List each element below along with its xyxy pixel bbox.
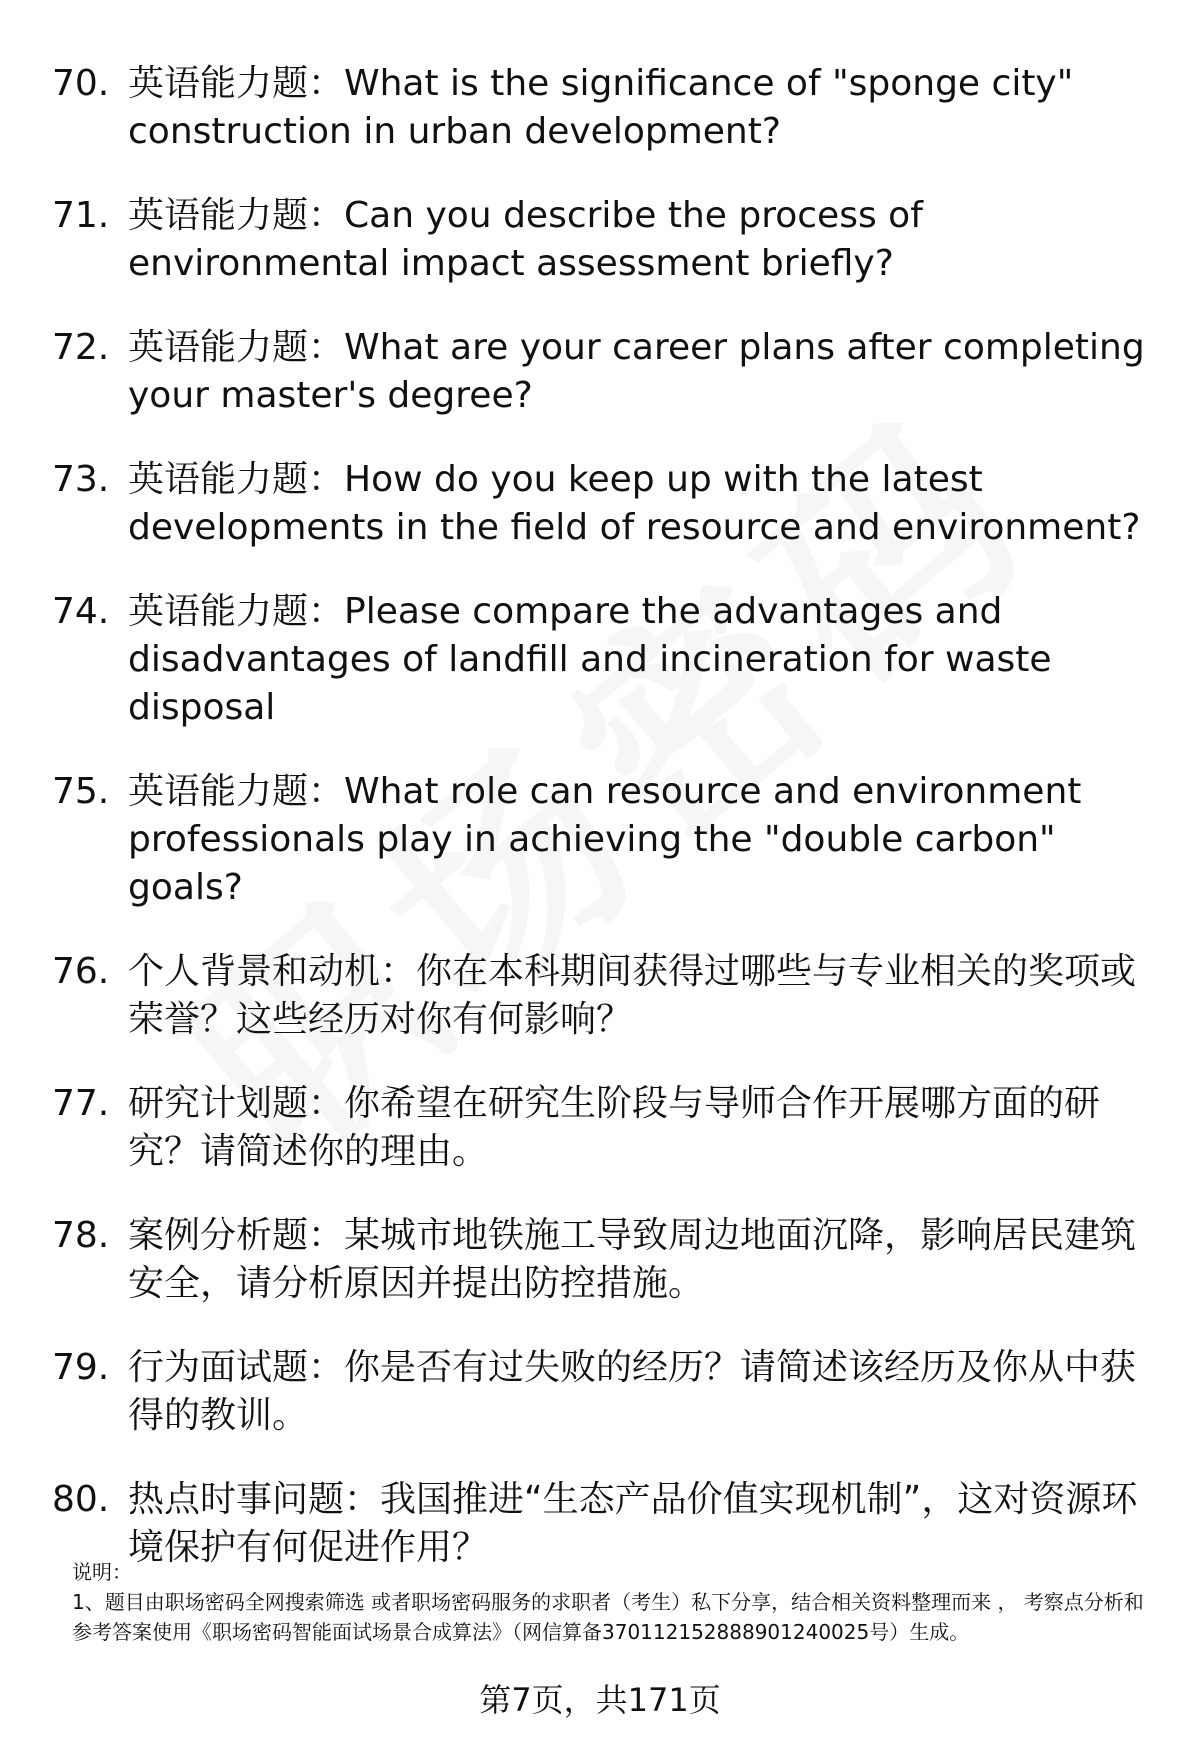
question-category: 英语能力题： (128, 459, 345, 500)
question-text: 某城市地铁施工导致周边地面沉降，影响居民建筑安全，请分析原因并提出防控措施。 (128, 1215, 1137, 1304)
question-text: 你是否有过失败的经历？请简述该经历及你从中获得的教训。 (128, 1347, 1137, 1436)
question-text: 你希望在研究生阶段与导师合作开展哪方面的研究？请简述你的理由。 (128, 1083, 1101, 1172)
question-item (52, 1344, 1152, 1440)
question-item (52, 768, 1152, 912)
question-number: 76. (52, 951, 110, 992)
question-number: 72. (52, 327, 110, 368)
question-text: What role can resource and environment professionals play in achieving the "double carbon" goals? (128, 771, 1082, 908)
question-item (52, 192, 1152, 288)
question-category: 英语能力题： (128, 195, 345, 236)
notes-section (72, 1557, 1152, 1647)
question-number: 79. (52, 1347, 110, 1388)
question-category: 案例分析题： (128, 1215, 345, 1256)
question-text: Can you describe the process of environmental impact assessment briefly? (128, 195, 923, 284)
question-item (52, 1080, 1152, 1176)
question-text: What is the significance of "sponge city" construction in urban development? (128, 63, 1074, 152)
question-item (52, 456, 1152, 552)
question-item (52, 948, 1152, 1044)
question-category: 英语能力题： (128, 327, 345, 368)
question-list (52, 60, 1152, 1608)
question-category: 英语能力题： (128, 63, 345, 104)
question-text: How do you keep up with the latest developments in the field of resource and environment? (128, 459, 1141, 548)
question-text: 我国推进“生态产品价值实现机制”，这对资源环境保护有何促进作用？ (128, 1479, 1138, 1568)
question-text: Please compare the advantages and disadvantages of landfill and incineration for waste disposal (128, 591, 1052, 728)
question-text: What are your career plans after completing your master's degree? (128, 327, 1145, 416)
question-category: 英语能力题： (128, 771, 345, 812)
question-category: 英语能力题： (128, 591, 345, 632)
notes-heading: 说明： (72, 1560, 132, 1584)
question-item (52, 588, 1152, 732)
question-number: 73. (52, 459, 110, 500)
question-text: 你在本科期间获得过哪些与专业相关的奖项或荣誉？这些经历对你有何影响？ (128, 951, 1137, 1040)
question-category: 行为面试题： (128, 1347, 345, 1388)
question-number: 77. (52, 1083, 110, 1124)
notes-line: 1、题目由职场密码全网搜索筛选 或者职场密码服务的求职者（考生）私下分享，结合相关资料整理而来 ， 考察点分析和参考答案使用《职场密码智能面试场景合成算法》（网信算备3701121528889012400​25号）生成。 (72, 1590, 1144, 1644)
question-number: 80. (52, 1479, 110, 1520)
question-number: 70. (52, 63, 110, 104)
question-category: 个人背景和动机： (128, 951, 417, 992)
question-category: 热点时事问题： (128, 1479, 381, 1520)
page-footer: 第7页，共171页 (479, 1681, 721, 1719)
question-number: 75. (52, 771, 110, 812)
question-number: 78. (52, 1215, 110, 1256)
question-number: 74. (52, 591, 110, 632)
question-item (52, 324, 1152, 420)
question-item (52, 1212, 1152, 1308)
question-category: 研究计划题： (128, 1083, 345, 1124)
question-item (52, 60, 1152, 156)
question-number: 71. (52, 195, 110, 236)
